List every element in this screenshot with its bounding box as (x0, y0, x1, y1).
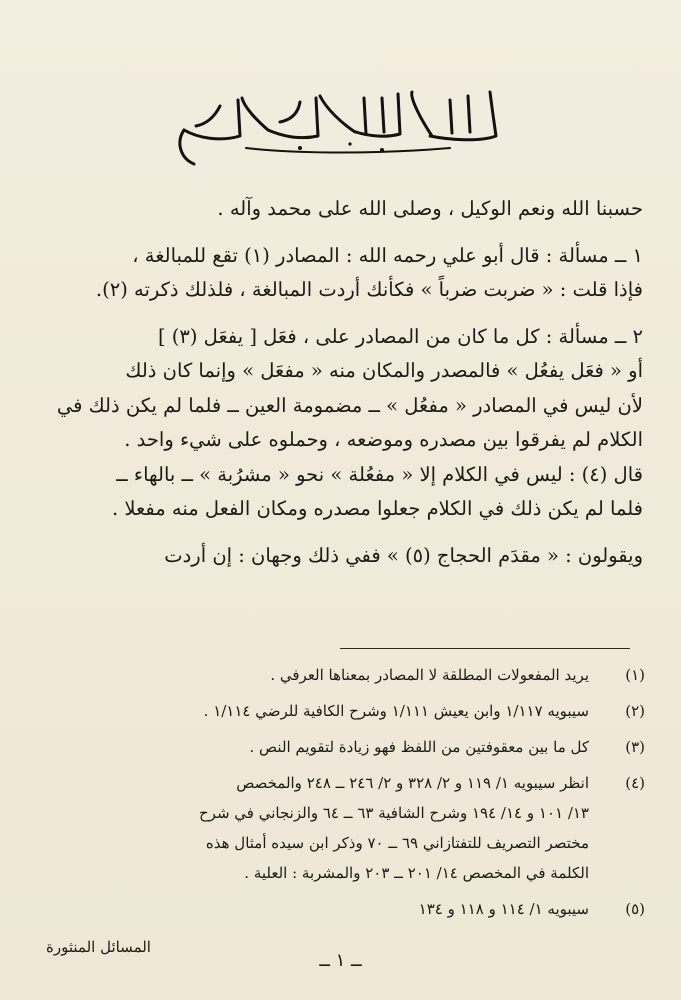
footnote-divider (340, 648, 630, 649)
footnote-line: مختصر التصريف للتفتازاني ٦٩ ــ ٧٠ وذكر ابن سيده أمثال هذه (205, 834, 589, 852)
text-line: لأن ليس في المصادر « مفعُل » ــ مضمومة العين ــ فلما لم يكن ذلك في (56, 393, 643, 417)
footnote-line: ١٣/ ١٠١ و ١٤/ ١٩٤ وشرح الشافية ٦٣ ــ ٦٤ والزنجاني في شرح (199, 804, 589, 822)
text-line: حسبنا الله ونعم الوكيل ، وصلى الله على محمد وآله . (217, 197, 643, 220)
main-text (40, 192, 643, 573)
text-line: فلما لم يكن ذلك في الكلام جعلوا مصدره ومكان الفعل منه مفعلا . (111, 497, 643, 520)
footnote-line: انظر سيبويه ١/ ١١٩ و ٢/ ٣٢٨ و ٢/ ٢٤٦ ــ ٢٤٨ والمخصص (236, 774, 589, 792)
footnote (40, 660, 645, 690)
text-line: قال (٤) : ليس في الكلام إلا « مفعُلة » نحو « مشرُبة » ــ بالهاء ــ (116, 462, 643, 486)
text-line: ٢ ــ مسألة : كل ما كان من المصادر على ، فعَل [ يفعَل (٣) ] (157, 324, 643, 348)
footnote-line: الكلمة في المخصص ١٤/ ٢٠١ ــ ٢٠٣ والمشربة : العلية . (244, 864, 589, 882)
footnotes (40, 660, 645, 924)
footnote-number: (٤) (625, 774, 645, 792)
footnote-line: كل ما بين معقوفتين من اللفظ فهو زيادة لتقويم النص . (249, 738, 589, 756)
footnote-number: (٢) (625, 702, 645, 720)
footnote-text (40, 768, 589, 888)
text-line: فإذا قلت : « ضربت ضرباً » فكأنك أردت المبالغة ، فلذلك ذكرته (٢). (95, 278, 643, 301)
basmala-calligraphy (150, 78, 530, 173)
book-title: المسائل المنثورة (46, 938, 151, 956)
footnote-line: يريد المفعولات المطلقة لا المصادر بمعناها العرفي . (270, 666, 589, 684)
footnote (40, 894, 645, 924)
text-line: ويقولون : « مقدَم الحجاج (٥) » ففي ذلك وجهان : إن أردت (164, 543, 643, 567)
footnote-text (40, 732, 589, 762)
footnote-text (40, 696, 589, 726)
footnote-text (40, 894, 589, 924)
footnote-line: سيبويه ١/ ١١٤ و ١١٨ و ١٣٤ (418, 900, 589, 918)
footnote-text (40, 660, 589, 690)
footnote (40, 768, 645, 888)
text-line: الكلام لم يفرقوا بين مصدره وموضعه ، وحملوه على شيء واحد . (124, 428, 643, 451)
page-number: ــ ١ ــ (319, 950, 362, 971)
footnote-number: (٥) (625, 900, 645, 918)
footnote-number: (١) (625, 666, 645, 684)
footnote (40, 696, 645, 726)
footnote (40, 732, 645, 762)
footnote-number: (٣) (625, 738, 645, 756)
text-line: ١ ــ مسألة : قال أبو علي رحمه الله : المصادر (١) تقع للمبالغة ، (132, 243, 643, 267)
footnote-line: سيبويه ١/١١٧ وابن يعيش ١/١١١ وشرح الكافية للرضي ١/١١٤ . (203, 702, 589, 720)
text-line: أو « فعَل يفعُل » فالمصدر والمكان منه « مفعَل » وإنما كان ذلك (125, 359, 643, 382)
